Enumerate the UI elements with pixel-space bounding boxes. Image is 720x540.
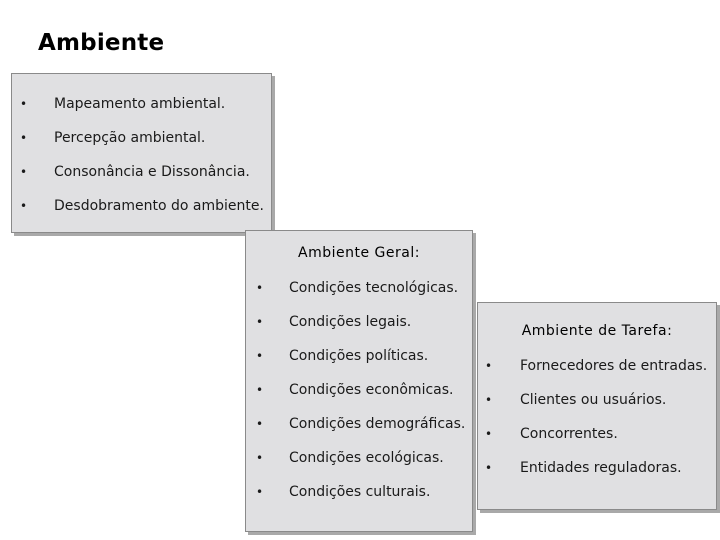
list-item-text: Entidades reguladoras. (520, 460, 682, 476)
bullet-icon: • (20, 97, 28, 111)
main-topics-list (12, 94, 271, 230)
ambiente-tarefa-box (477, 302, 717, 510)
bullet-icon: • (256, 349, 264, 363)
list-item-text: Fornecedores de entradas. (520, 358, 708, 374)
list-item (478, 424, 716, 458)
list-item-text: Condições econômicas. (289, 382, 454, 398)
bullet-icon: • (256, 451, 264, 465)
bullet-icon: • (485, 359, 493, 373)
list-item (246, 448, 472, 482)
list-item (12, 196, 271, 230)
ambiente-tarefa-list (478, 356, 716, 492)
list-item-text: Concorrentes. (520, 426, 618, 442)
list-item (246, 346, 472, 380)
bullet-icon: • (20, 131, 28, 145)
page-title: Ambiente (38, 30, 165, 56)
list-item-text: Clientes ou usuários. (520, 392, 667, 408)
list-item (12, 162, 271, 196)
bullet-icon: • (256, 383, 264, 397)
bullet-icon: • (485, 427, 493, 441)
bullet-icon: • (485, 461, 493, 475)
list-item-text: Percepção ambiental. (54, 130, 206, 146)
list-item-text: Condições ecológicas. (289, 450, 444, 466)
bullet-icon: • (256, 315, 264, 329)
main-topics-box (11, 73, 272, 233)
list-item (12, 94, 271, 128)
bullet-icon: • (256, 417, 264, 431)
list-item-text: Mapeamento ambiental. (54, 96, 226, 112)
list-item-text: Condições demográficas. (289, 416, 466, 432)
ambiente-tarefa-heading: Ambiente de Tarefa: (521, 323, 673, 339)
bullet-icon: • (256, 485, 264, 499)
list-item-text: Condições legais. (289, 314, 412, 330)
list-item-text: Condições políticas. (289, 348, 429, 364)
list-item (246, 278, 472, 312)
ambiente-geral-heading: Ambiente Geral: (298, 245, 420, 261)
list-item (246, 482, 472, 516)
list-item (246, 380, 472, 414)
bullet-icon: • (485, 393, 493, 407)
list-item (478, 458, 716, 492)
bullet-icon: • (20, 165, 28, 179)
ambiente-geral-box (245, 230, 473, 532)
list-item (12, 128, 271, 162)
list-item (478, 356, 716, 390)
bullet-icon: • (256, 281, 264, 295)
ambiente-geral-list (246, 278, 472, 516)
list-item-text: Condições tecnológicas. (289, 280, 459, 296)
list-item (478, 390, 716, 424)
list-item (246, 312, 472, 346)
list-item-text: Condições culturais. (289, 484, 431, 500)
list-item (246, 414, 472, 448)
bullet-icon: • (20, 199, 28, 213)
list-item-text: Consonância e Dissonância. (54, 164, 250, 180)
list-item-text: Desdobramento do ambiente. (54, 198, 264, 214)
